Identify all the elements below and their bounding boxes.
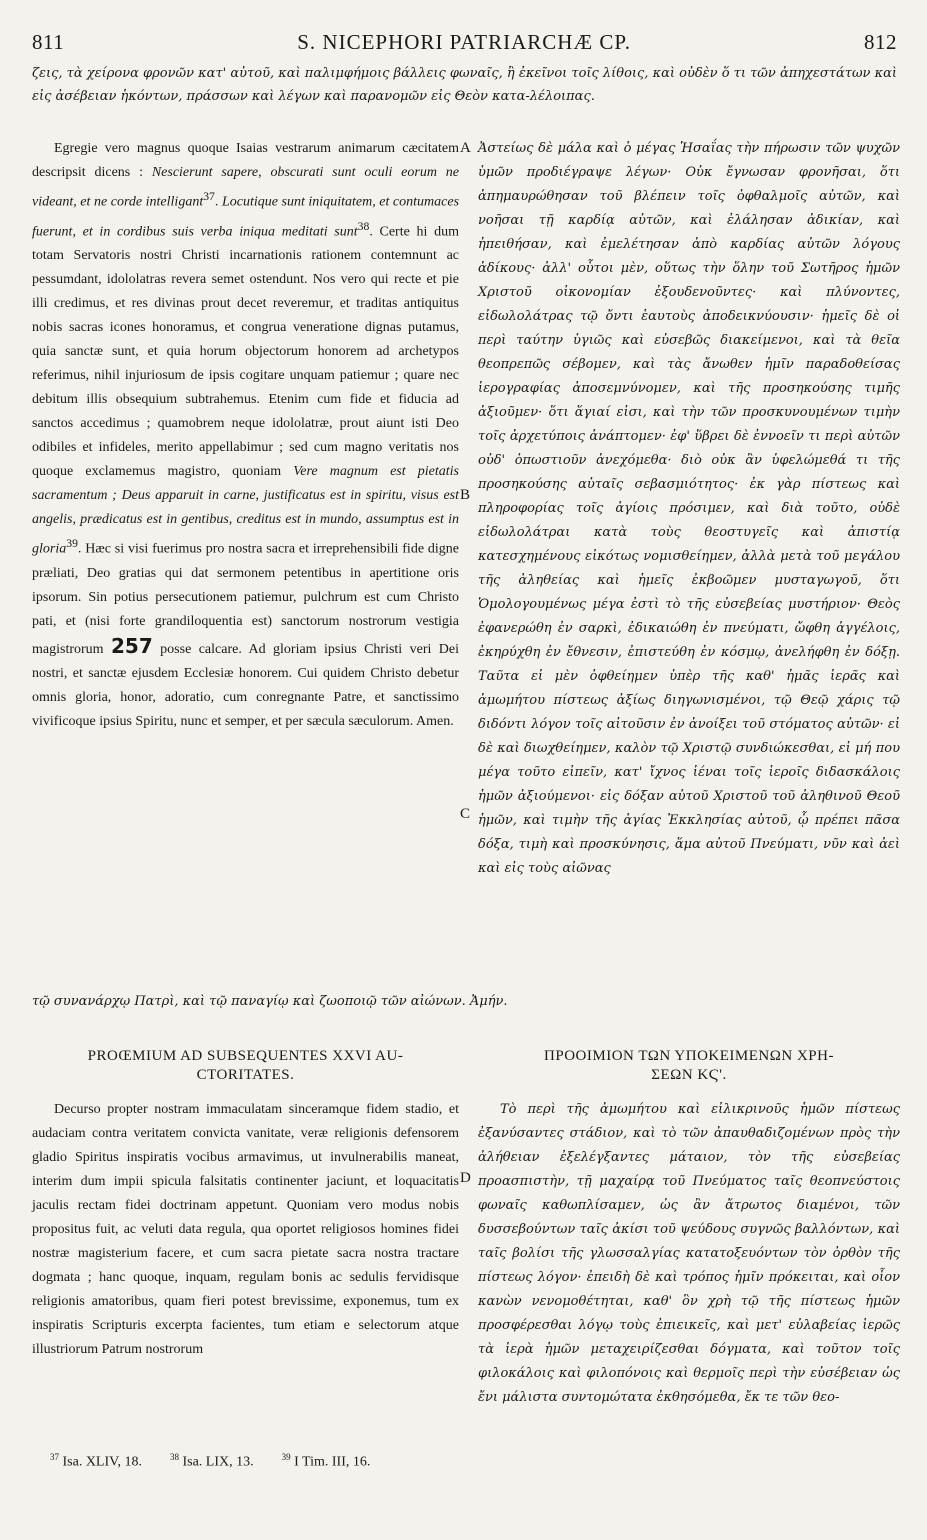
footnotes bbox=[50, 1452, 370, 1471]
greek-paragraph bbox=[478, 137, 900, 881]
footnote-ref: 39 bbox=[66, 537, 78, 551]
greek-text: Ἀστείως δὲ μάλα καὶ ὁ μέγας Ἡσαΐας τὴν πήρωσιν τῶν ψυχῶν ὑμῶν προδιέγραψε λέγων· bbox=[478, 141, 900, 180]
footnote bbox=[50, 1452, 142, 1471]
latin-text: Egregie vero magnus quoque Isaias vestrarum animarum cæcitatem descripsit dicens : bbox=[32, 141, 459, 180]
latin-paragraph bbox=[32, 137, 459, 734]
page-header bbox=[32, 30, 897, 58]
margin-letter-b: B bbox=[460, 487, 471, 503]
latin-quote: Nescierunt sapere, obscurati sunt oculi eorum ne videant, et ne corde intelligant bbox=[32, 165, 460, 210]
margin-letter-d: D bbox=[460, 1170, 471, 1186]
greek-section-body bbox=[478, 1098, 900, 1410]
latin-text: . bbox=[214, 194, 219, 210]
footnote-ref-text: I Tim. III, 16. bbox=[294, 1454, 371, 1470]
latin-section-title-line: CTORITATES. bbox=[196, 1067, 295, 1083]
footnote-number: 39 bbox=[281, 1452, 291, 1462]
greek-text: ἀλλ' οὗτοι μὲν, οὕτως τὴν ὅλην τοῦ Σωτῆρος ἡμῶν Χριστοῦ οἰκονομίαν ἐξουδενοῦντες· καὶ πλύνοντες, εἰδωλολάτρας τῷ ὄντι ἑαυτοὺς ἀποδεικνύουσιν· ἡμεῖς δὲ οἱ περὶ ταύτην ὑγιῶς καὶ εὐσεβῶς διακείμενοι, καὶ τὰ θεῖα θεοπρεπῶς σέβομεν, καὶ τὰς ἄνωθεν ἡμῖν παραδοθείσας ἱερογραφίας ἀποσεμνύνομεν, καὶ τῆς προσηκούσης τιμῆς ἀξιοῦμεν· ὅτι ἅγιαί εἰσι, καὶ τὴν τῶν προσκυνουμένων τιμὴν τοῖς ἀρχετύποις ἀνάπτομεν· ἐφ' ὕβρει δὲ ἐννοεῖν τι περὶ αὐτῶν οὐδ' ὁπωστιοῦν ἀνεχόμεθα· διὸ οὐκ ἂν ὑφελώμεθά τι τῆς προσηκούσης αὐταῖς σεβασμιότητος· ἐκ γὰρ πίστεως καὶ πληροφορίας τοῖς ἁγίοις πρόσιμεν, καὶ διὰ τοῦτο, οὐδὲ εἰδωλολάτραι κατὰ τοὺς θεοστυγεῖς καὶ ἀπιστίᾳ κατεσχημένους εἰκότως νομισθείημεν, ἀλλὰ μετὰ τοῦ μεγάλου τῆς ἀληθείας καὶ ἡμεῖς ἐκβοῶμεν μυσταγωγοῦ, ὅτι bbox=[478, 261, 900, 588]
footnote-ref-text: Isa. LIX, 13. bbox=[182, 1454, 254, 1470]
closing-greek-line: τῷ συνανάρχῳ Πατρὶ, καὶ τῷ παναγίῳ καὶ ζωοποιῷ τῶν αἰώνων. Ἀμήν. bbox=[32, 994, 508, 1009]
running-title: S. NICEPHORI PATRIARCHÆ CP. bbox=[297, 30, 631, 54]
latin-quote: Locutique sunt iniquitatem, et contumaces fuerunt, et in cordibus suis verba iniqua meditati sunt bbox=[32, 194, 460, 240]
greek-quote: Ὁμολογουμένως μέγα ἐστὶ τὸ τῆς εὐσεβείας μυστήριον· Θεὸς ἐφανερώθη ἐν σαρκὶ, ἐδικαιώθη ἐν πνεύματι, ὤφθη ἀγγέλοις, ἐκηρύχθη ἐν ἔθνεσιν, ἐπιστεύθη ἐν κόσμῳ, ἀνελήφθη ἐν δόξῃ. bbox=[478, 597, 900, 660]
footnote-ref: 38 bbox=[357, 219, 370, 233]
footnote-number: 38 bbox=[169, 1452, 179, 1462]
latin-column-main bbox=[32, 137, 459, 734]
latin-text: . Certe hi dum totam Servatoris nostri Christi incarnationis rationem contemnunt ac pessumdant, idololatras revera semet ostendunt. Nos vero qui recte et pie illi credimus, et res divinas prout decet reveremur, et traditas antiquitus nobis sacras icones honoramus, et congrua veneratione dignas putamus, quia sanctæ sunt, et quia horum objectorum honorem ad archetypos referimus, nihil injuriosum de ipsis cogitare unquam patiemur ; quare nec debitum illis obsequium subtrahemus. Etenim cum fide et fiducia ad sanctos accedimus ; quamobrem neque idololatræ, prout aiunt isti Deo odibiles et infideles, merito appellabimur ; sed cum magno veritatis nos quoque exclamemus magistro, quoniam bbox=[32, 224, 459, 480]
latin-section-body bbox=[32, 1098, 459, 1362]
latin-section-paragraph: Decurso propter nostram immaculatam sinceramque fidem stadio, et audaciam contra veritatem convicta vanitate, veræ religionis defensorem gladio Spiritus inspiratis vocibus armavimus, ut invulnerabilis maneat, interim dum impii spicula falsitatis continenter jaciunt, et loquacitatis jaculis rectam fidei doctrinam appetunt. Quoniam vero modus nobis propositus fuit, ac veluti data regula, qua oportet religiosos homines fidei nostræ magisterium facere, et cum sacra pietate sacra nostra tractare dogmata ; hanc quoque, inquam, regulam bonis ac sedulis fervidisque religionis amatoribus, quam fieri potest brevissime, exponemus, tum ex inspiratis Scripturis excerpta facientes, tum etiam e selectorum atque illustriorum Patrum nostrorum bbox=[32, 1102, 459, 1357]
greek-section-title-line: ΠΡΟΟΙΜΙΟΝ ΤΩΝ ΥΠΟΚΕΙΜΕΝΩΝ ΧΡΗ- bbox=[544, 1048, 834, 1064]
latin-section-title bbox=[32, 1047, 459, 1085]
margin-letter-c: C bbox=[460, 806, 471, 822]
margin-letter-a: A bbox=[460, 140, 471, 156]
greek-section-paragraph: Τὸ περὶ τῆς ἀμωμήτου καὶ εἰλικρινοῦς ἡμῶν πίστεως ἐξανύσαντες στάδιον, καὶ τὸ τῶν ἀπαυθαδιζομένων πρὸς τὴν ἀλήθειαν ἐξελέγξαντες μάταιον, τὸν τῆς εὐσεβείας προασπιστὴν, τῇ μαχαίρᾳ τοῦ Πνεύματος ταῖς θεοπνεύστοις φωναῖς καθωπλίσαμεν, ὡς ἂν ἄτρωτος διαμένοι, τῶν δυσσεβούντων ταῖς ἀκίσι τοῦ ψεύδους συγνῶς βαλλόντων, καὶ ταῖς βολίσι τῆς γλωσσαλγίας κατατοξευόντων τὸν ὀρθὸν τῆς πίστεως λόγον· ἐπειδὴ δὲ καὶ τρόπος ἡμῖν πρόκειται, καὶ οἷον κανὼν νενομοθέτηται, καθ' ὃν χρὴ τῷ τῆς πίστεως ἡμῶν προσφέρεσθαι λόγῳ τοὺς ἐπιεικεῖς, καὶ μετ' εὐλαβείας ἱερῶς τὰ ἱερὰ ἡμῶν μεταχειρίζεσθαι δόγματα, καὶ τοῦτον τοῖς φιλοκάλοις καὶ φιλοπόνοις καὶ θερμοῖς περὶ τὴν εὐσέβειαν ὡς ἔνι μάλιστα συντομώτατα ἐκθησόμεθα, ἔκ τε τῶν θεο- bbox=[478, 1102, 900, 1405]
latin-text: . Hæc si visi fuerimus pro nostra sacra et irreprehensibili fide digne præliati, Deo gratias qui dat sermonem petentibus in apertitione oris ipsorum. Sin potius persecutionem patiemur, pulchrum est cum Christo pati, et (nisi forte grandiloquentia est) sanctorum nostrorum vestigia magistrorum bbox=[32, 541, 459, 657]
top-greek-continuation: ζεις, τὰ χείρονα φρονῶν κατ' αὐτοῦ, καὶ παλιμφήμοις βάλλεις φωναῖς, ἢ ἐκεῖνοι τοῖς λίθοις, καὶ οὐδὲν ὅ τι τῶν ἀπηχεστάτων καὶ εἰς ἀσέβειαν ἡκόντων, πράσσων καὶ λέγων καὶ παρανομῶν εἰς Θεὸν κατα-λέλοιπας. bbox=[32, 66, 897, 104]
footnote-number: 37 bbox=[50, 1452, 59, 1462]
footnote-ref-text: Isa. XLIV, 18. bbox=[62, 1454, 142, 1470]
greek-section-title bbox=[478, 1047, 900, 1085]
page-marker-number: 257 bbox=[110, 633, 153, 658]
left-page-number: 811 bbox=[32, 30, 65, 54]
latin-quote: Vere magnum est pietatis sacramentum ; Deus apparuit in carne, justificatus est in spiritu, visus est angelis, prædicatus est in gentibus, creditus est in mundo, assumptus est in gloria bbox=[32, 464, 459, 557]
footnote bbox=[170, 1452, 254, 1471]
greek-quote: Οὐκ ἔγνωσαν φρονῆσαι, ὅτι ἀπημαυρώθησαν τοῦ βλέπειν τοῖς ὀφθαλμοῖς αὐτῶν, καὶ νοῆσαι τῇ καρδίᾳ αὐτῶν, καὶ ἐλάλησαν ἀδικίαν, καὶ ἠπειθήσαν, καὶ ἐμελέτησαν ἀπὸ καρδίας αὐτῶν λόγους ἀδίκους· bbox=[478, 165, 901, 276]
greek-text: Ταῦτα εἰ μὲν ὀφθείημεν ὑπὲρ τῆς καθ' ἡμᾶς ἱερᾶς καὶ ἀμωμήτου πίστεως ἀξίως διηγωνισμένοι, τῷ Θεῷ χάρις τῷ διδόντι λόγον τοῖς αἰτοῦσιν ἐν ἀνοίξει τοῦ στόματος αὐτῶν· εἰ δὲ καὶ διωχθείημεν, καλὸν τῷ Χριστῷ συνδιώκεσθαι, εἰ μή που μέγα τοῦτο εἰπεῖν, κατ' ἴχνος ἰέναι τοῖς ἱεροῖς διδασκάλοις ἡμῶν ἀξιούμενοι· εἰς δόξαν αὐτοῦ Χριστοῦ τοῦ ἀληθινοῦ Θεοῦ ἡμῶν, καὶ τιμὴν τῆς ἁγίας Ἐκκλησίας αὐτοῦ, ᾧ πρέπει πᾶσα δόξα, τιμὴ καὶ προσκύνησις, ἅμα αὐτοῦ Πνεύματι, νῦν καὶ ἀεὶ καὶ εἰς τοὺς αἰῶνας bbox=[478, 669, 900, 876]
footnote bbox=[282, 1452, 371, 1471]
latin-section-title-line: PROŒMIUM AD SUBSEQUENTES XXVI AU- bbox=[87, 1048, 404, 1064]
greek-column-main bbox=[478, 137, 900, 881]
latin-text: posse calcare. Ad gloriam ipsius Christi veri Dei nostri, et sanctæ ejusdem Ecclesiæ honorem. Cui quidem Christo debetur omnis gloria, honor, adoratio, cum conregnante Patre, et sanctissimo vivificoque ipsius Spiritu, nunc et semper, et per sæcula sæculorum. Amen. bbox=[32, 641, 460, 729]
footnote-ref: 37 bbox=[203, 190, 215, 203]
greek-section-title-line: ΣΕΩΝ ΚϚ'. bbox=[651, 1067, 727, 1083]
right-page-number: 812 bbox=[864, 30, 897, 54]
